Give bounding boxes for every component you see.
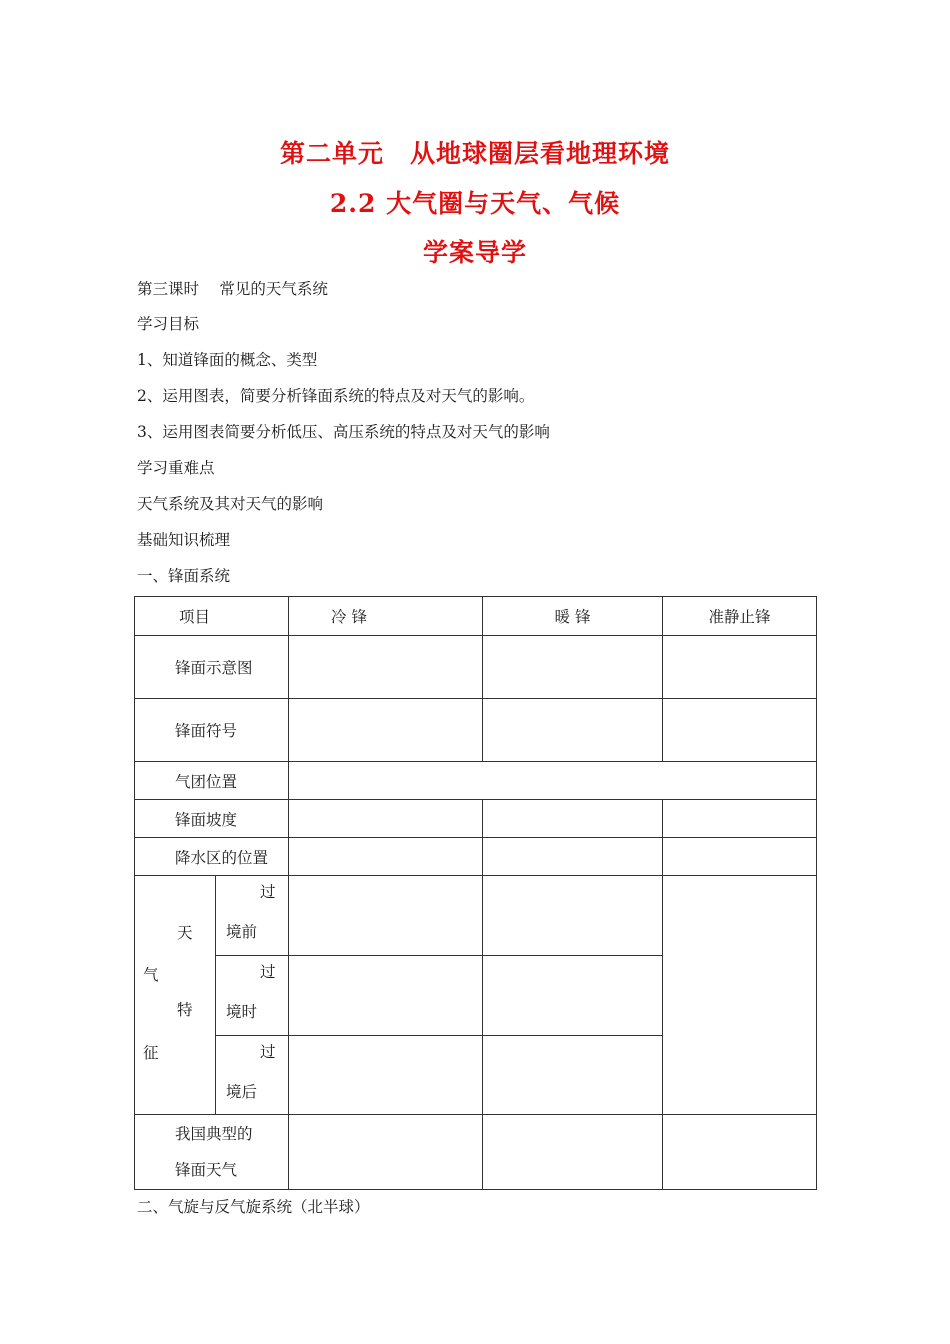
cell-cold-after <box>289 1036 483 1115</box>
section-title: 2.2 大气圈与天气、气候 <box>329 189 621 218</box>
table-row <box>135 1115 817 1190</box>
cell-stationary-rain <box>663 838 817 876</box>
weather-char: 征 <box>143 1044 159 1062</box>
table-row <box>135 838 817 876</box>
row-label-slope: 锋面坡度 <box>135 800 289 838</box>
objective-item: 3、运用图表简要分析低压、高压系统的特点及对天气的影响 <box>137 423 550 441</box>
lesson-line: 第三课时 常见的天气系统 <box>137 280 328 298</box>
key-points-text: 天气系统及其对天气的影响 <box>137 495 324 513</box>
objectives-heading: 学习目标 <box>137 315 200 333</box>
row-label-diagram: 锋面示意图 <box>135 636 289 699</box>
header-item: 项目 <box>135 597 289 636</box>
table-row <box>135 699 817 762</box>
header-cold-front: 冷 锋 <box>289 597 483 636</box>
cell-warm-typical <box>483 1115 663 1190</box>
key-points-heading: 学习重难点 <box>137 459 215 477</box>
cell-warm-rain <box>483 838 663 876</box>
cell-stationary-slope <box>663 800 817 838</box>
header-stationary-front: 准静止锋 <box>663 597 817 636</box>
cell-warm-diagram <box>483 636 663 699</box>
cell-warm-after <box>483 1036 663 1115</box>
cell-warm-slope <box>483 800 663 838</box>
unit-title: 第二单元 从地球圈层看地理环境 <box>279 139 670 168</box>
cell-cold-symbol <box>289 699 483 762</box>
table-row <box>135 876 817 956</box>
objective-item: 2、运用图表，简要分析锋面系统的特点及对天气的影响。 <box>137 387 535 405</box>
part1-heading: 一、锋面系统 <box>137 567 231 585</box>
table-row <box>135 762 817 800</box>
cell-stationary-symbol <box>663 699 817 762</box>
cell-cold-before <box>289 876 483 956</box>
table-row <box>135 800 817 838</box>
cell-warm-before <box>483 876 663 956</box>
cell-cold-typical <box>289 1115 483 1190</box>
cell-cold-during <box>289 956 483 1036</box>
front-systems-table <box>134 596 817 1190</box>
table-row <box>135 636 817 699</box>
weather-features-label <box>135 876 216 1115</box>
cell-warm-symbol <box>483 699 663 762</box>
part2-heading: 二、气旋与反气旋系统（北半球） <box>137 1198 370 1216</box>
basics-heading: 基础知识梳理 <box>137 531 231 549</box>
objective-item: 1、知道锋面的概念、类型 <box>137 351 318 369</box>
sublabel-before: 过 境前 <box>216 876 289 956</box>
cell-warm-during <box>483 956 663 1036</box>
cell-air-mass <box>289 762 817 800</box>
row-label-air-mass: 气团位置 <box>135 762 289 800</box>
cell-cold-rain <box>289 838 483 876</box>
doc-type-title: 学案导学 <box>422 238 527 267</box>
weather-char: 特 <box>177 1001 193 1019</box>
row-label-typical: 我国典型的 锋面天气 <box>135 1115 289 1190</box>
weather-char: 天 <box>177 924 193 942</box>
sublabel-during: 过 境时 <box>216 956 289 1036</box>
header-warm-front: 暖 锋 <box>483 597 663 636</box>
row-label-rain-area: 降水区的位置 <box>135 838 289 876</box>
cell-stationary-diagram <box>663 636 817 699</box>
cell-cold-slope <box>289 800 483 838</box>
row-label-symbol: 锋面符号 <box>135 699 289 762</box>
cell-cold-diagram <box>289 636 483 699</box>
cell-stationary-weather <box>663 876 817 1115</box>
sublabel-after: 过 境后 <box>216 1036 289 1115</box>
table-header-row <box>135 597 817 636</box>
weather-char: 气 <box>143 966 159 984</box>
cell-stationary-typical <box>663 1115 817 1190</box>
